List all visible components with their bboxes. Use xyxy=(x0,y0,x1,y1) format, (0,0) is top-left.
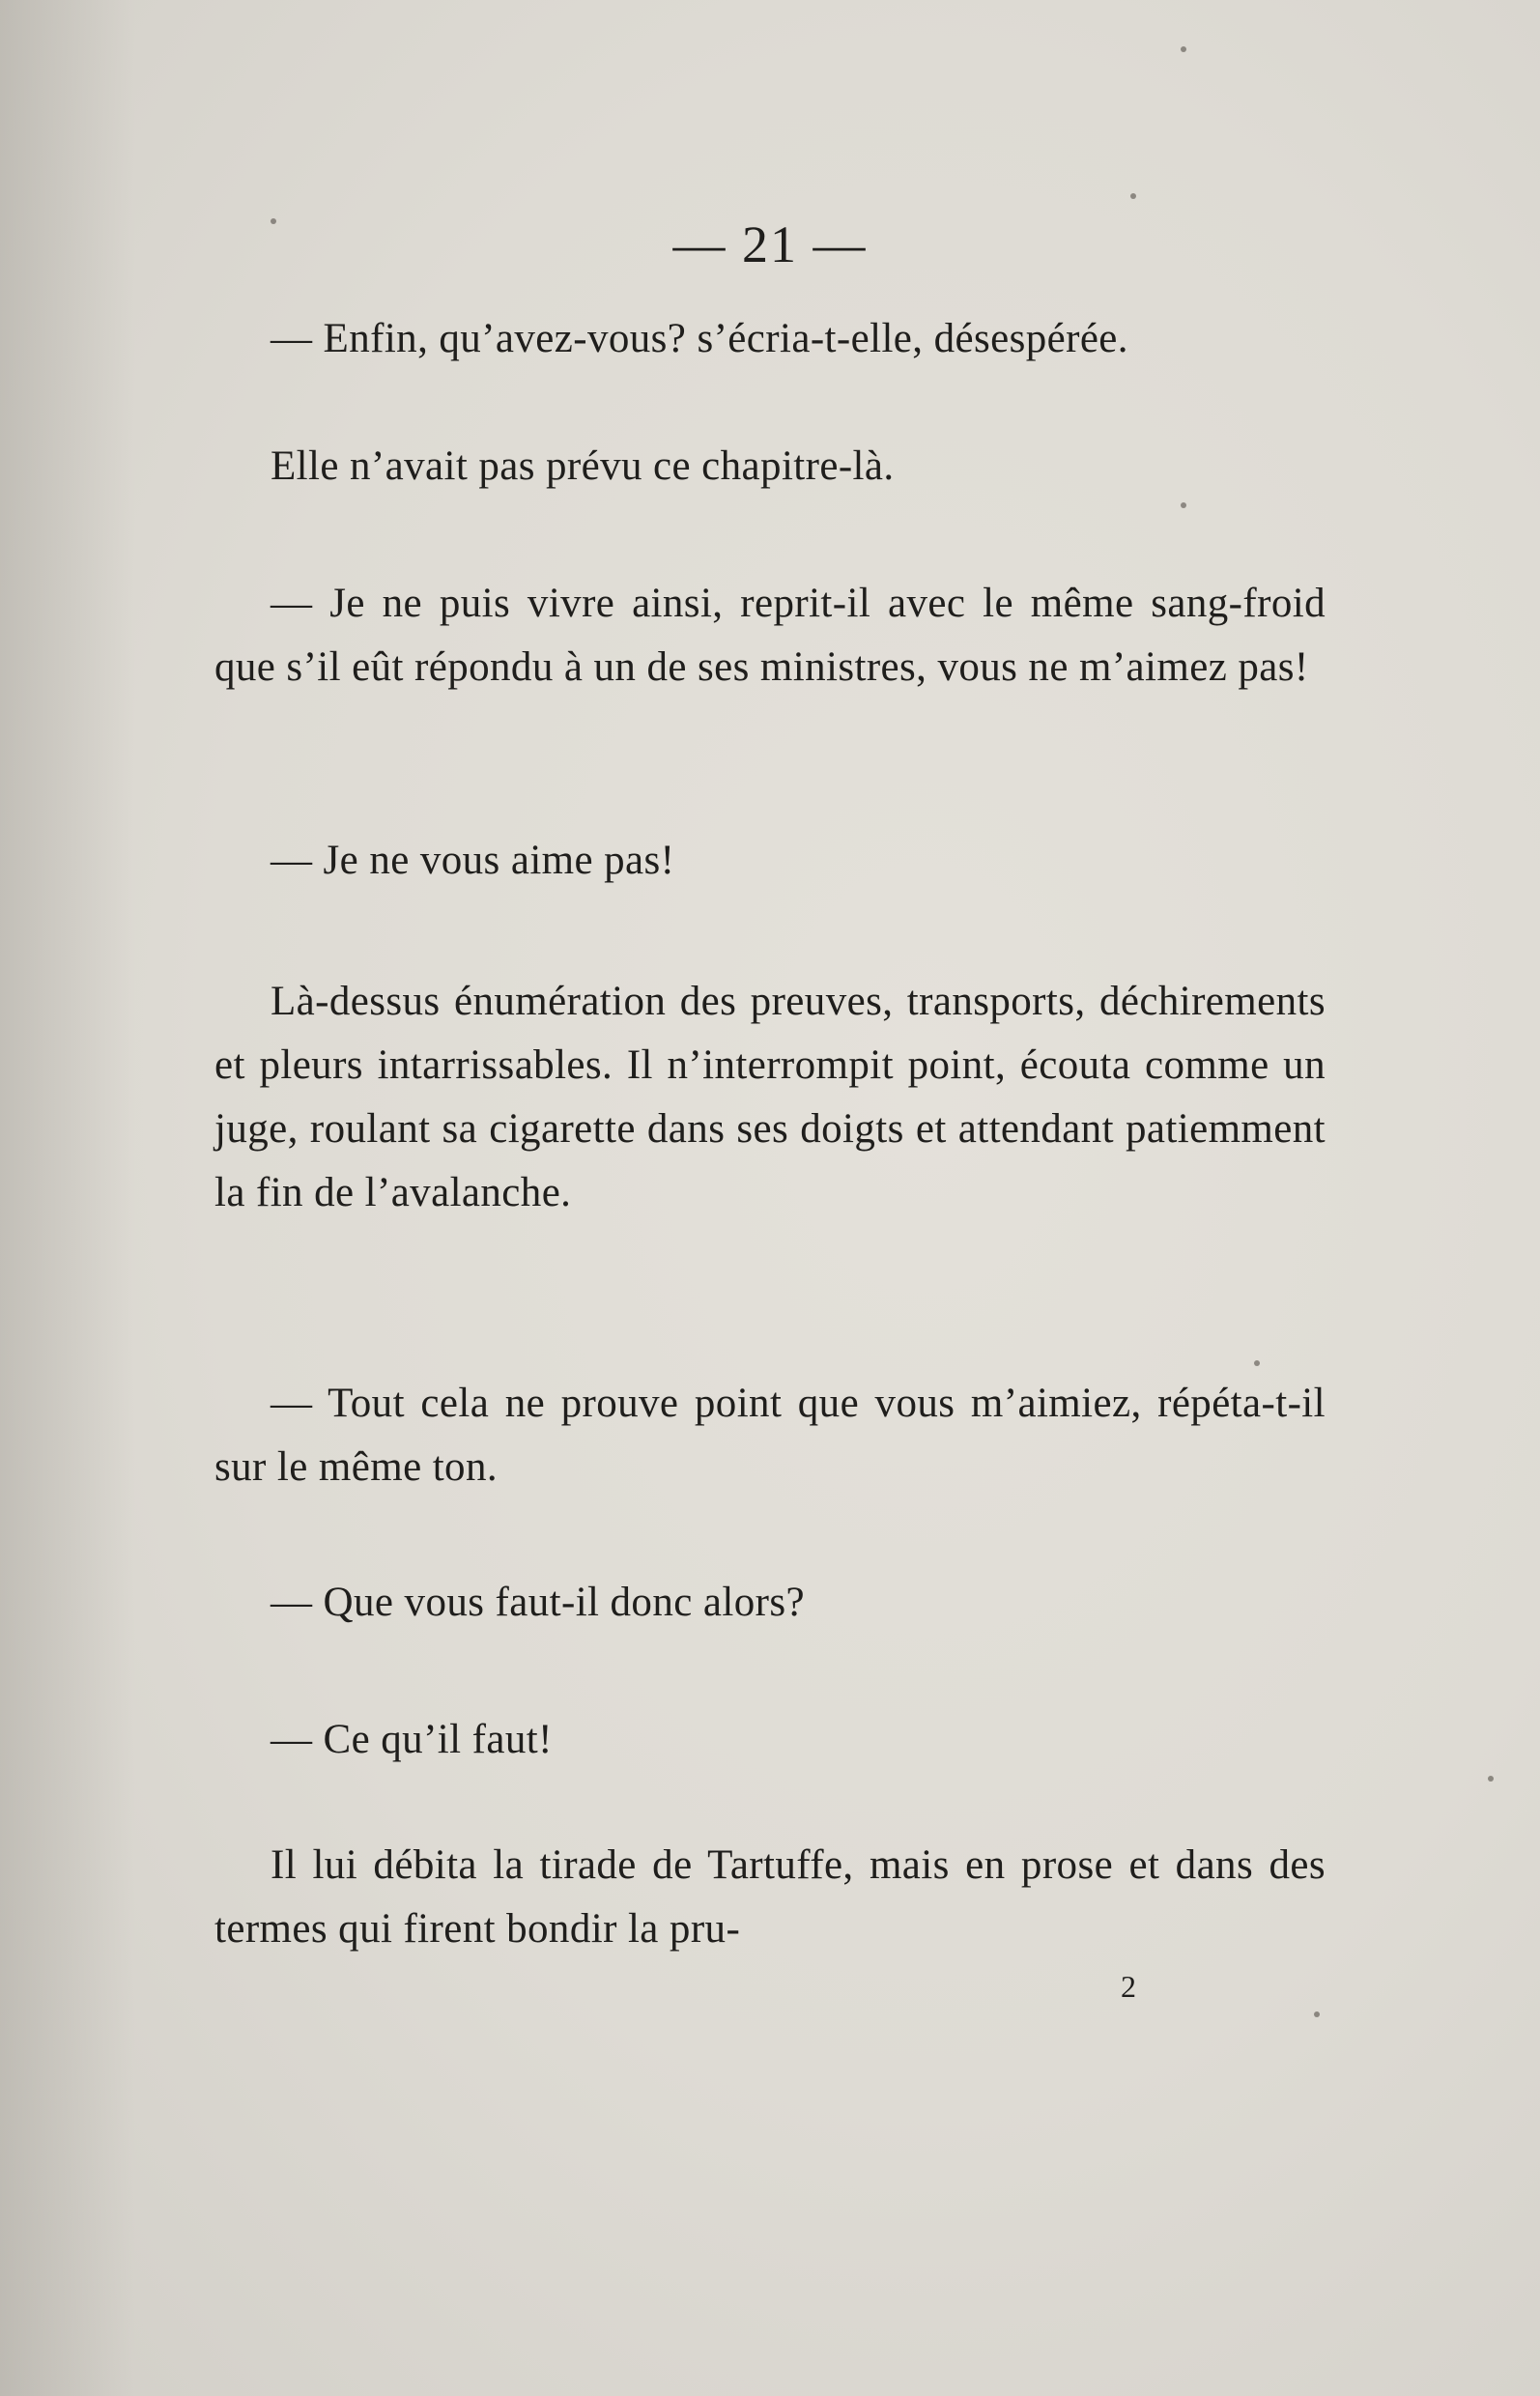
paper-speck xyxy=(1254,1360,1260,1366)
paragraph-text: — Ce qu’il faut! xyxy=(271,1717,553,1762)
page-number: — 21 — xyxy=(672,215,868,273)
paragraph-1 xyxy=(214,307,1326,371)
paragraph-text: Elle n’avait pas prévu ce chapitre-là. xyxy=(271,443,895,489)
paragraph-text: Il lui débita la tirade de Tartuffe, mais en prose et dans des termes qui firent bondir la pru- xyxy=(214,1842,1326,1952)
paragraph-text: — Je ne puis vivre ainsi, reprit-il avec le même sang-froid que s’il eût répondu à un de ses ministres, vous ne m’aimez pas! xyxy=(214,581,1326,690)
paragraph-8 xyxy=(214,1708,1326,1772)
paragraph-9 xyxy=(214,1834,1326,1961)
paper-speck xyxy=(1181,502,1186,508)
paper-speck xyxy=(1130,193,1136,199)
paragraph-text: Là-dessus énumération des preuves, transports, déchirements et pleurs intarrissables. Il n’interrompit point, écouta comme un juge, roulant sa cigarette dans ses doigts et attendant patiemment la fin de l’avalanche. xyxy=(214,979,1326,1215)
paragraph-6 xyxy=(214,1372,1326,1499)
signature-mark: 2 xyxy=(1121,1969,1136,2004)
paper-speck xyxy=(1488,1776,1494,1782)
paragraph-7 xyxy=(214,1571,1326,1635)
paragraph-5 xyxy=(214,970,1326,1225)
paragraph-text: — Que vous faut-il donc alors? xyxy=(271,1580,805,1625)
paragraph-2 xyxy=(214,435,1326,499)
paper-speck xyxy=(1181,46,1186,52)
paragraph-text: — Tout cela ne prouve point que vous m’aimiez, répéta-t-il sur le même ton. xyxy=(214,1381,1326,1490)
paper-speck xyxy=(1314,2011,1320,2017)
paper-speck xyxy=(271,218,276,224)
paragraph-text: — Je ne vous aime pas! xyxy=(271,838,675,883)
paragraph-3 xyxy=(214,572,1326,699)
paragraph-text: — Enfin, qu’avez-vous? s’écria-t-elle, désespérée. xyxy=(271,316,1128,361)
paragraph-4 xyxy=(214,829,1326,893)
